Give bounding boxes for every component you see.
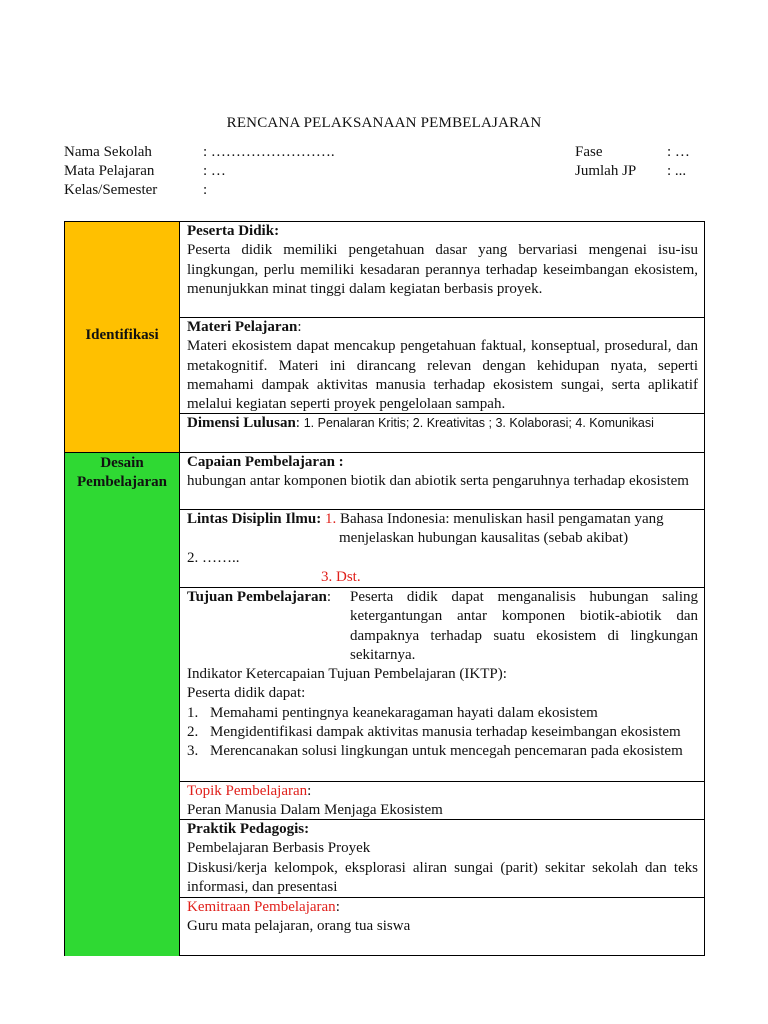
materi-text: Materi ekosistem dapat mencakup pengetahuan faktual, konseptual, prosedural, dan metakognitif. Materi ini dirancang relevan dengan kehidupan nyata, seperti memahami dampak aktivitas manusia terhadap ekosistem sungai, serta aplikatif melalui kegiatan seperti proyek pengelolaan sampah. bbox=[187, 338, 698, 413]
dimensi-lulusan-cell bbox=[180, 414, 704, 453]
topik-text: Peran Manusia Dalam Menjaga Ekosistem bbox=[187, 802, 443, 819]
praktik-pedagogis-cell bbox=[180, 820, 704, 898]
lintas-item3: 3. Dst. bbox=[321, 568, 361, 585]
nama-sekolah-value: : ……………………. bbox=[203, 144, 335, 160]
fase-label: Fase bbox=[575, 144, 603, 160]
praktik-heading: Praktik Pedagogis: bbox=[187, 821, 310, 837]
lintas-item1-line2: menjelaskan hubungan kausalitas (sebab akibat) bbox=[339, 530, 629, 547]
capaian-heading: Capaian Pembelajaran : bbox=[187, 454, 344, 470]
tujuan-text: Peserta didik dapat menganalisis hubungan saling ketergantungan antar komponen biotik-abiotik dan dampaknya terhadap suatu ekosistem di lingkungan sekitarnya. bbox=[350, 589, 698, 663]
lintas-heading: Lintas Disiplin Ilmu: bbox=[187, 511, 322, 527]
capaian-text: hubungan antar komponen biotik dan abiotik serta pengaruhnya terhadap ekosistem bbox=[187, 473, 689, 490]
identifikasi-cell bbox=[65, 222, 180, 453]
lintas-item1-line1: Bahasa Indonesia: menuliskan hasil pengamatan yang bbox=[339, 511, 664, 527]
iktp-item: 3. Merencanakan solusi lingkungan untuk mencegah pencemaran pada ekosistem bbox=[187, 743, 683, 760]
peserta-didik-text: Peserta didik memiliki pengetahuan dasar yang bervariasi mengenai isu-isu lingkungan, perlu memiliki kesadaran perannya terhadap keseimbangan ekosistem, menunjukkan minat tinggi dalam kegiatan berbasis proyek. bbox=[187, 242, 698, 297]
jumlah-jp-value: : ... bbox=[667, 163, 687, 179]
materi-colon: : bbox=[297, 319, 302, 335]
topik-heading: Topik Pembelajaran bbox=[187, 783, 308, 799]
lintas-disiplin-cell bbox=[180, 510, 704, 588]
desain-pembelajaran-cell bbox=[65, 453, 180, 956]
peserta-didik-cell bbox=[180, 222, 704, 318]
rpp-table bbox=[64, 221, 705, 956]
praktik-line2: Diskusi/kerja kelompok, eksplorasi aliran sungai (parit) sekitar sekolah dan teks informasi, dan presentasi bbox=[187, 859, 698, 895]
kelas-semester-label: Kelas/Semester bbox=[64, 182, 158, 198]
iktp-item: 1. Memahami pentingnya keanekaragaman hayati dalam ekosistem bbox=[187, 704, 598, 721]
topik-colon: : bbox=[307, 783, 312, 799]
iktp-heading: Indikator Ketercapaian Tujuan Pembelajaran (IKTP): bbox=[187, 666, 507, 682]
fase-value: : … bbox=[667, 144, 690, 160]
lintas-item2: 2. …….. bbox=[187, 549, 240, 566]
desain-label-line1: Desain bbox=[100, 455, 144, 471]
dimensi-heading: Dimensi Lulusan bbox=[187, 415, 296, 431]
iktp-intro: Peserta didik dapat: bbox=[187, 685, 306, 702]
header-right-fields bbox=[575, 143, 715, 183]
header-left-fields bbox=[64, 143, 394, 203]
topik-pembelajaran-cell bbox=[180, 782, 704, 820]
kemitraan-text: Guru mata pelajaran, orang tua siswa bbox=[187, 918, 411, 935]
dimensi-text: 1. Penalaran Kritis; 2. Kreativitas ; 3. Kolaborasi; 4. Komunikasi bbox=[303, 416, 654, 430]
capaian-pembelajaran-cell bbox=[180, 453, 704, 510]
nama-sekolah-label: Nama Sekolah bbox=[64, 144, 152, 160]
tujuan-heading: Tujuan Pembelajaran bbox=[187, 589, 327, 605]
mata-pelajaran-label: Mata Pelajaran bbox=[64, 163, 155, 179]
lintas-num1: 1. bbox=[324, 511, 337, 527]
desain-label-line2: Pembelajaran bbox=[77, 474, 167, 490]
jumlah-jp-label: Jumlah JP bbox=[575, 163, 637, 179]
materi-heading: Materi Pelajaran bbox=[187, 319, 298, 335]
kemitraan-pembelajaran-cell bbox=[180, 898, 704, 956]
tujuan-colon: : bbox=[326, 589, 332, 605]
tujuan-pembelajaran-cell bbox=[180, 588, 704, 782]
identifikasi-label: Identifikasi bbox=[85, 327, 159, 343]
praktik-line1: Pembelajaran Berbasis Proyek bbox=[187, 840, 371, 857]
iktp-item: 2. Mengidentifikasi dampak aktivitas manusia terhadap keseimbangan ekosistem bbox=[187, 723, 681, 740]
iktp-list bbox=[187, 704, 698, 762]
mata-pelajaran-value: : … bbox=[203, 163, 226, 179]
peserta-didik-heading: Peserta Didik: bbox=[187, 223, 280, 239]
kemitraan-colon: : bbox=[335, 899, 340, 915]
kelas-semester-value: : bbox=[203, 182, 208, 198]
kemitraan-heading: Kemitraan Pembelajaran bbox=[187, 899, 336, 915]
dimensi-colon: : bbox=[295, 415, 304, 431]
materi-pelajaran-cell bbox=[180, 318, 704, 414]
document-title: RENCANA PELAKSANAAN PEMBELAJARAN bbox=[226, 115, 542, 131]
